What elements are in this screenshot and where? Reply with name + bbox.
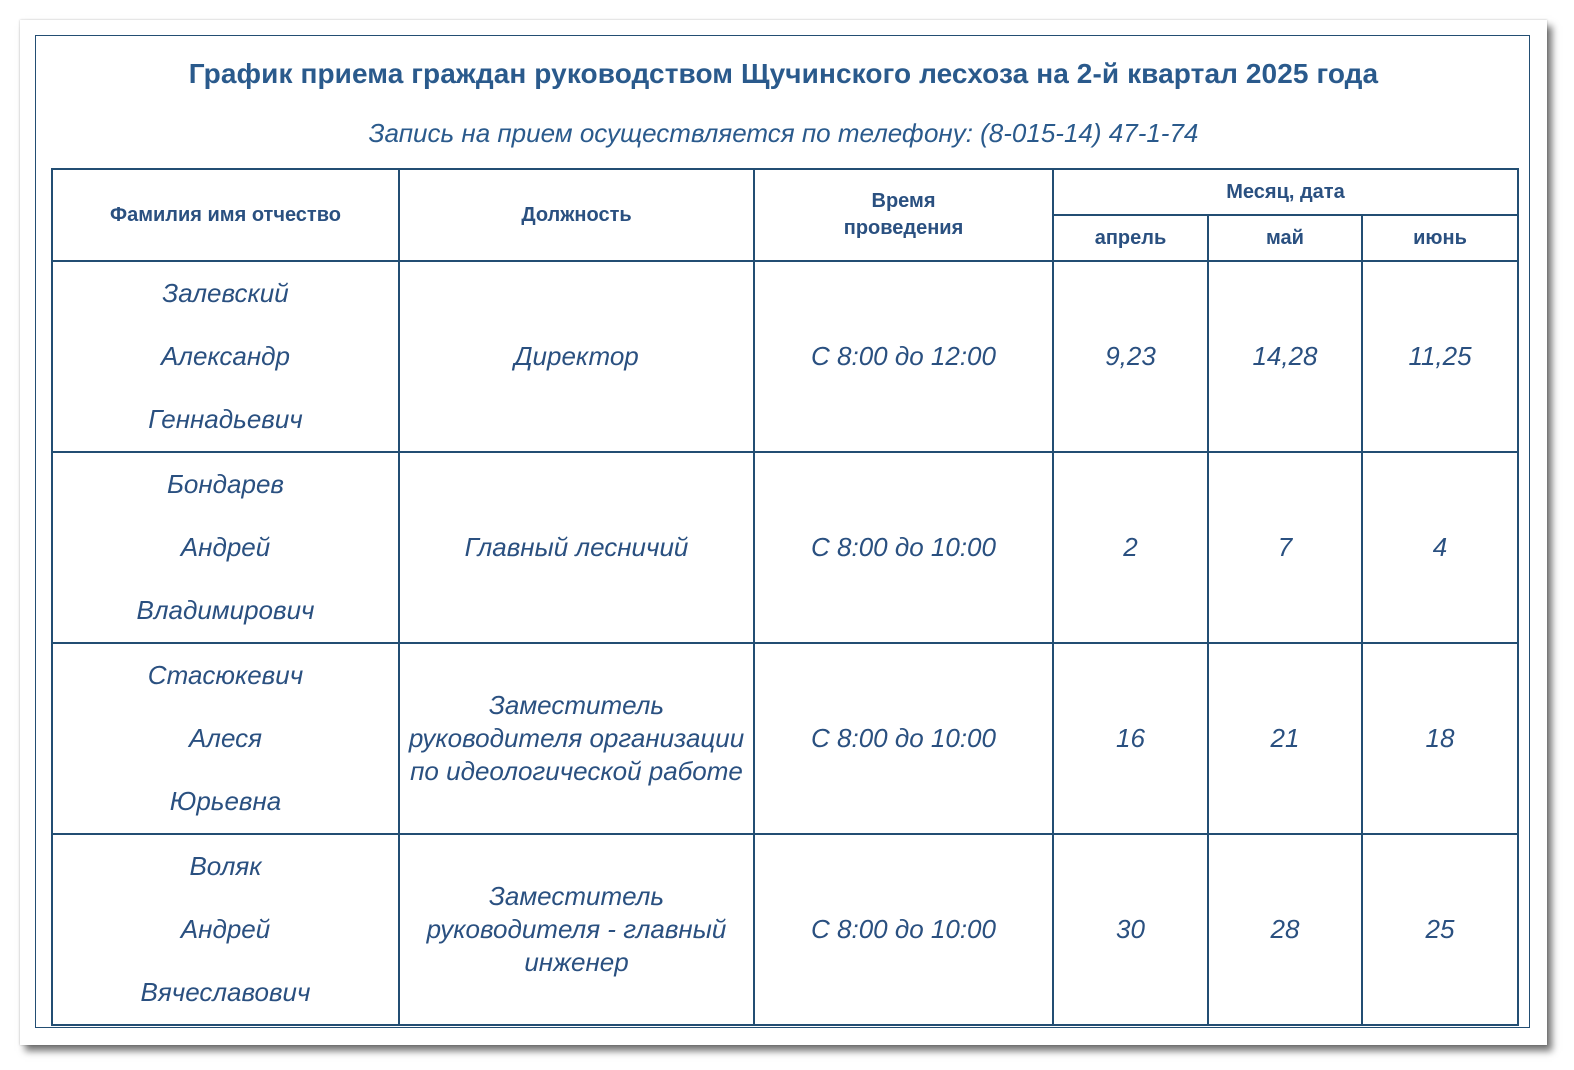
table-row: [52, 452, 1518, 643]
table-header-row: [52, 169, 1518, 215]
april-date-cell: 30: [1053, 834, 1208, 1025]
time-cell: С 8:00 до 10:00: [754, 834, 1053, 1025]
header-time-line1: Время: [871, 190, 936, 212]
may-date-cell: 14,28: [1208, 261, 1362, 452]
header-time-line2: проведения: [843, 217, 964, 239]
patronymic: Юрьевна: [169, 786, 282, 816]
surname: Стасюкевич: [147, 660, 304, 690]
first-name: Андрей: [180, 532, 271, 562]
position-cell: Главный лесничий: [399, 452, 754, 643]
patronymic: Владимирович: [136, 595, 315, 625]
page-title: График приема граждан руководством Щучинского лесхоза на 2-й квартал 2025 года: [188, 58, 1379, 89]
fio-cell: [52, 261, 399, 452]
header-time: [754, 169, 1053, 261]
june-date-cell: 4: [1362, 452, 1518, 643]
april-date-cell: 9,23: [1053, 261, 1208, 452]
position-cell: Директор: [399, 261, 754, 452]
fio-cell: [52, 643, 399, 834]
fio-cell: [52, 452, 399, 643]
april-date-cell: 2: [1053, 452, 1208, 643]
header-month-june: июнь: [1362, 215, 1518, 261]
header-position: Должность: [399, 169, 754, 261]
table-row: [52, 834, 1518, 1025]
may-date-cell: 7: [1208, 452, 1362, 643]
time-cell: С 8:00 до 10:00: [754, 643, 1053, 834]
table-row: [52, 261, 1518, 452]
header-month-date: Месяц, дата: [1053, 169, 1518, 215]
surname: Воляк: [189, 851, 262, 881]
first-name: Алеся: [188, 723, 263, 753]
table-row: [52, 643, 1518, 834]
patronymic: Геннадьевич: [148, 404, 303, 434]
document-sheet: [20, 20, 1547, 1045]
reception-schedule-table: [51, 168, 1519, 1026]
position-cell: Заместитель руководителя - главный инженер: [399, 834, 754, 1025]
header-month-may: май: [1208, 215, 1362, 261]
header-month-april: апрель: [1053, 215, 1208, 261]
may-date-cell: 21: [1208, 643, 1362, 834]
april-date-cell: 16: [1053, 643, 1208, 834]
june-date-cell: 11,25: [1362, 261, 1518, 452]
may-date-cell: 28: [1208, 834, 1362, 1025]
header-fio: Фамилия имя отчество: [52, 169, 399, 261]
june-date-cell: 25: [1362, 834, 1518, 1025]
first-name: Андрей: [180, 914, 271, 944]
june-date-cell: 18: [1362, 643, 1518, 834]
patronymic: Вячеславович: [140, 977, 311, 1007]
phone-subtitle: Запись на прием осуществляется по телефону: (8-015-14) 47-1-74: [368, 118, 1199, 148]
first-name: Александр: [160, 341, 291, 371]
position-cell: Заместитель руководителя организации по идеологической работе: [399, 643, 754, 834]
time-cell: С 8:00 до 12:00: [754, 261, 1053, 452]
surname: Бондарев: [166, 469, 284, 499]
surname: Залевский: [162, 278, 289, 308]
time-cell: С 8:00 до 10:00: [754, 452, 1053, 643]
fio-cell: [52, 834, 399, 1025]
